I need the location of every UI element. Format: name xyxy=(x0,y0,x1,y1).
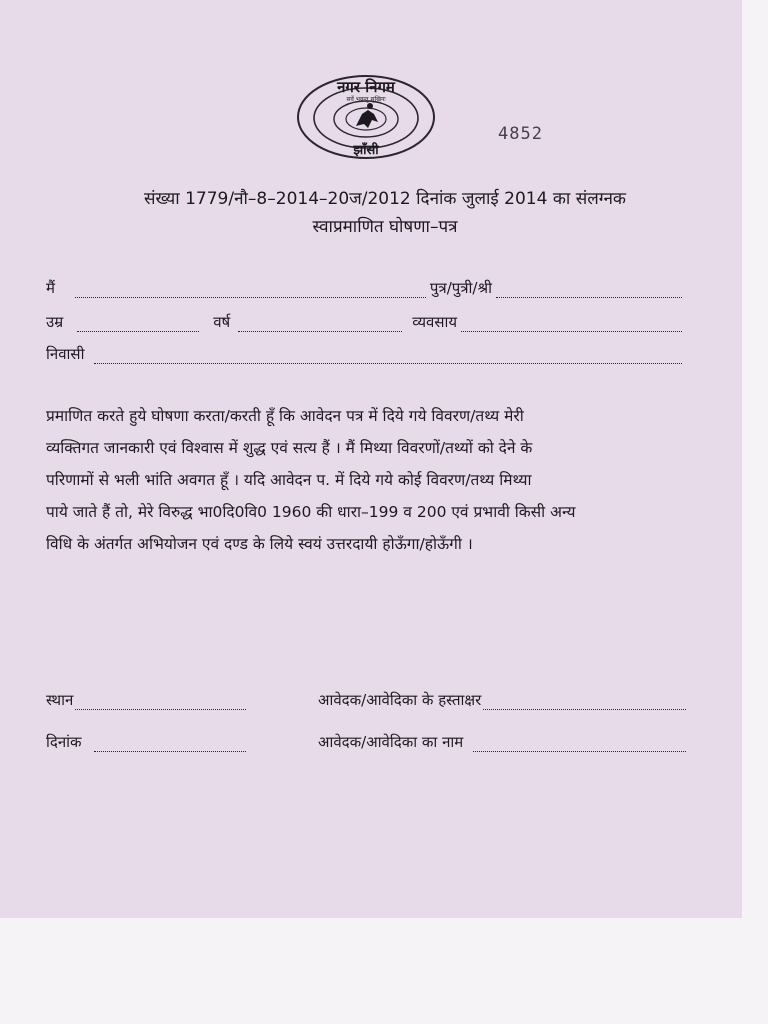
nagar-nigam-emblem xyxy=(296,74,436,160)
name-field[interactable] xyxy=(75,285,426,298)
place-label: स्थान xyxy=(46,691,74,709)
applicant-name-field[interactable] xyxy=(473,739,686,752)
year-label: वर्ष xyxy=(213,313,231,331)
resident-label: निवासी xyxy=(46,345,85,363)
occupation-label: व्यवसाय xyxy=(412,313,458,331)
year-field[interactable] xyxy=(238,319,402,332)
declaration-line: विधि के अंतर्गत अभियोजन एवं दण्ड के लिये स्वयं उत्तरदायी होऊँगा/होऊँगी । xyxy=(46,535,473,553)
parent-name-field[interactable] xyxy=(496,285,682,298)
serial-number: 4852 xyxy=(498,124,543,144)
emblem-small-text: सर्वे भवन्तु सुखिनः xyxy=(346,96,386,103)
place-field[interactable] xyxy=(75,697,246,710)
age-label: उम्र xyxy=(46,313,64,331)
place-row xyxy=(46,690,250,710)
occupation-field[interactable] xyxy=(461,319,682,332)
name-row xyxy=(46,278,686,298)
date-label: दिनांक xyxy=(46,733,82,751)
declaration-line: प्रमाणित करते हुये घोषणा करता/करती हूँ कि आवेदन पत्र में दिये गये विवरण/तथ्य मेरी xyxy=(46,407,524,425)
declaration-paragraph xyxy=(46,400,686,560)
applicant-name-row xyxy=(318,732,690,752)
rider-figure xyxy=(356,110,378,128)
signature-label: आवेदक/आवेदिका के हस्ताक्षर xyxy=(318,691,482,709)
declaration-line: व्यक्तिगत जानकारी एवं विश्वास में शुद्ध एवं सत्य हैं । मैं मिथ्या विवरणों/तथ्यों को देने के xyxy=(46,439,533,457)
resident-row xyxy=(46,344,686,364)
emblem-bottom-text: झाँसी xyxy=(353,143,379,158)
declaration-line: पाये जाते हैं तो, मेरे विरुद्ध भा0दि0वि0 1960 की धारा–199 व 200 एवं प्रभावी किसी अन्य xyxy=(46,503,576,521)
page-title: स्वाप्रमाणित घोषणा–पत्र xyxy=(312,217,458,237)
signature-field[interactable] xyxy=(483,697,686,710)
date-field[interactable] xyxy=(94,739,246,752)
resident-field[interactable] xyxy=(94,351,682,364)
signature-row xyxy=(318,690,690,710)
date-row xyxy=(46,732,250,752)
declaration-line: परिणामों से भली भांति अवगत हूँ । यदि आवेदन प. में दिये गये कोई विवरण/तथ्य मिथ्या xyxy=(46,471,532,489)
emblem-top-text: नगर निगम xyxy=(337,78,395,96)
age-row xyxy=(46,312,686,332)
age-field[interactable] xyxy=(77,319,199,332)
relation-label: पुत्र/पुत्री/श्री xyxy=(429,279,492,297)
applicant-name-label: आवेदक/आवेदिका का नाम xyxy=(318,733,464,751)
reference-line: संख्या 1779/नौ–8–2014–20ज/2012 दिनांक जुलाई 2014 का संलग्नक xyxy=(144,189,626,209)
main-label: मैं xyxy=(46,279,55,297)
